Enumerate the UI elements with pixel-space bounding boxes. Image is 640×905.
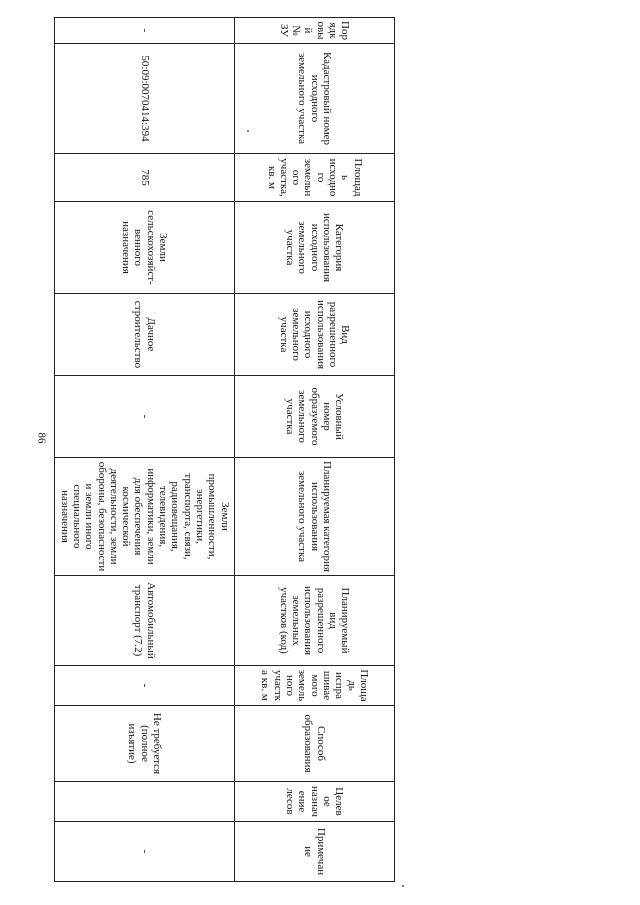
page-number: 86 bbox=[35, 432, 48, 444]
header-source-permitted-use: Вид разрешенного использования исходного земельного участка bbox=[235, 294, 395, 376]
header-requested-area: Площадь испрашиваемого земельного участка кв. м bbox=[235, 666, 395, 706]
cell-forest-purpose bbox=[55, 782, 235, 822]
scan-speck bbox=[247, 130, 249, 132]
cell-formation-method: Не требуется (полное изъятие) bbox=[55, 706, 235, 782]
cell-source-category: Земли сельскохозяйст-венного назначения bbox=[55, 202, 235, 294]
table-row bbox=[55, 18, 235, 882]
header-source-category: Категория использования исходного земельного участка bbox=[235, 202, 395, 294]
header-source-area: Площадь исходного земельного участка, кв. м bbox=[235, 154, 395, 202]
cell-source-permitted-use: Дачное строительство bbox=[55, 294, 235, 376]
cell-requested-area: - bbox=[55, 666, 235, 706]
cell-planned-category: Земли промышленности, энергетики, транспорта, связи, радиовещания, телевидения, информатики, земли для обеспечения космической деятельности, земли обороны, безопасности и земли иного специального назначения bbox=[55, 458, 235, 576]
cell-source-cadastral-number: 50:09:0070414:394 bbox=[55, 44, 235, 154]
cell-conditional-number: - bbox=[55, 376, 235, 458]
header-note: Примечание bbox=[235, 822, 395, 882]
header-planned-category: Планируемая категория использования земельного участка bbox=[235, 458, 395, 576]
cell-source-area: 785 bbox=[55, 154, 235, 202]
header-plot-number: Порядковый № ЗУ bbox=[235, 18, 395, 44]
cell-note: - bbox=[55, 822, 235, 882]
cell-planned-permitted-use: Автомобильный транспорт (7.2) bbox=[55, 576, 235, 666]
cell-plot-number: - bbox=[55, 18, 235, 44]
document-table-wrapper bbox=[55, 17, 395, 881]
header-source-cadastral-number: Кадастровый номер исходного земельного участка bbox=[235, 44, 395, 154]
header-formation-method: Способ образования bbox=[235, 706, 395, 782]
header-forest-purpose: Целевое назначение лесов bbox=[235, 782, 395, 822]
header-conditional-number: Условный номер образуемого земельного участка bbox=[235, 376, 395, 458]
land-plot-table bbox=[54, 17, 395, 882]
header-planned-permitted-use: Планируемый вид разрешенного использования земельных участков (код) bbox=[235, 576, 395, 666]
table-header-row bbox=[235, 18, 395, 882]
scan-speck bbox=[402, 885, 404, 887]
